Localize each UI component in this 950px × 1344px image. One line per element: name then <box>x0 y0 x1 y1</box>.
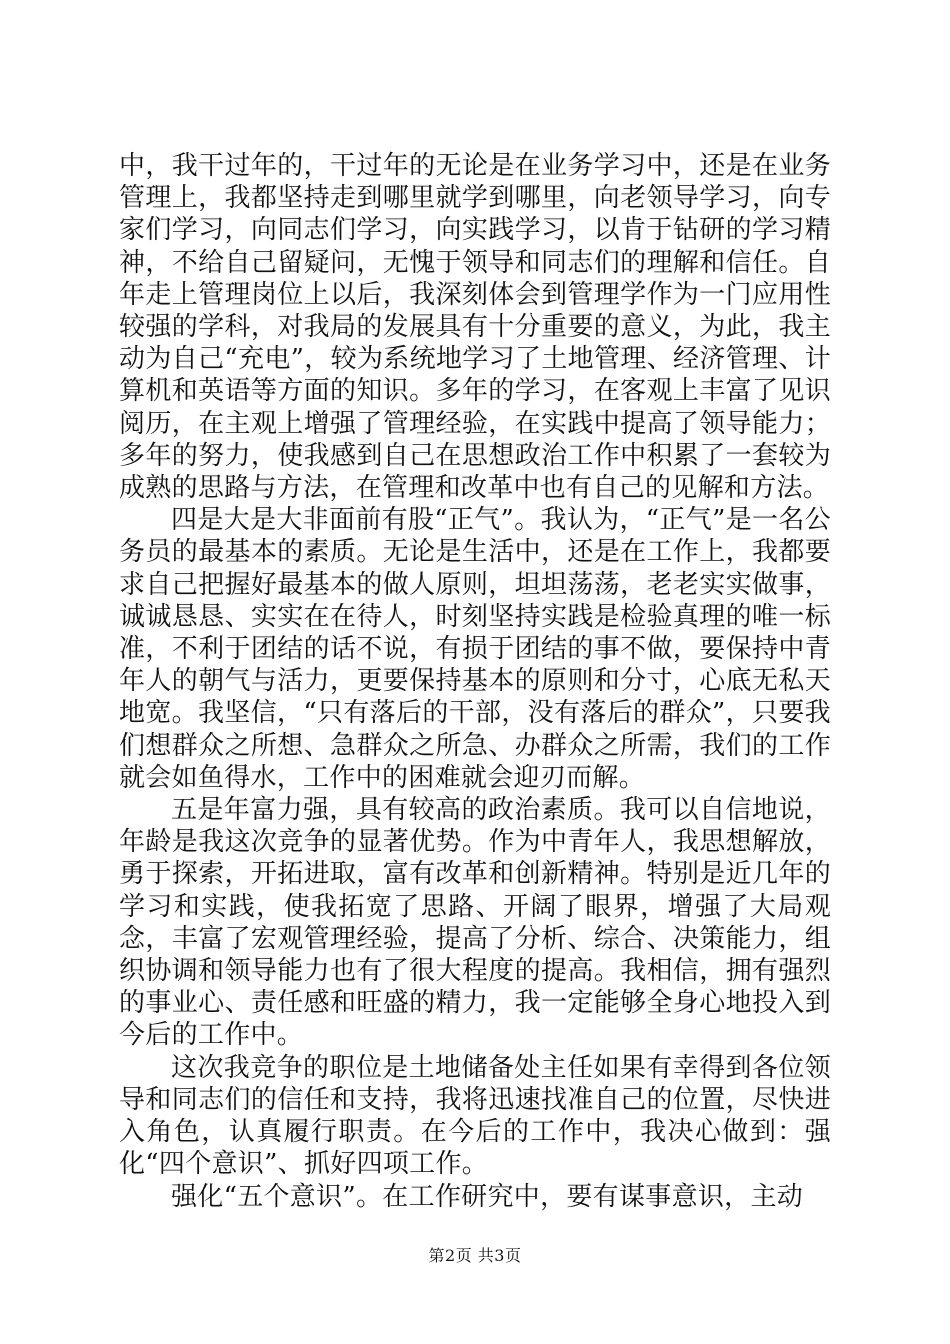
paragraph-position-goal: 这次我竞争的职位是土地储备处主任如果有幸得到各位领导和同志们的信任和支持，我将迅速找准自己的位置，尽快进入角色，认真履行职责。在今后的工作中，我决心做到：强化“四个意识”、抓好四项工作。 <box>119 1052 831 1180</box>
paragraph-continuation: 中，我干过年的，干过年的无论是在业务学习中，还是在业务管理上，我都坚持走到哪里就学到哪里，向老领导学习，向专家们学习，向同志们学习，向实践学习，以肯于钻研的学习精神，不给自己留疑问，无愧于领导和同志们的理解和信任。自年走上管理岗位上以后，我深刻体会到管理学作为一门应用性较强的学科，对我局的发展具有十分重要的意义，为此，我主动为自己“充电”，较为系统地学习了土地管理、经济管理、计算机和英语等方面的知识。多年的学习，在客观上丰富了见识阅历，在主观上增强了管理经验，在实践中提高了领导能力；多年的努力，使我感到自己在思想政治工作中积累了一套较为成熟的思路与方法，在管理和改革中也有自己的见解和方法。 <box>119 151 831 504</box>
paragraph-integrity: 四是大是大非面前有股“正气”。我认为，“正气”是一名公务员的最基本的素质。无论是生活中，还是在工作上，我都要求自己把握好最基本的做人原则，坦坦荡荡，老老实实做事，诚诚恳恳、实实在在待人，时刻坚持实践是检验真理的唯一标准，不利于团结的话不说，有损于团结的事不做，要保持中青年人的朝气与活力，更要保持基本的原则和分寸，心底无私天地宽。我坚信，“只有落后的干部，没有落后的群众”，只要我们想群众之所想、急群众之所急、办群众之所需，我们的工作就会如鱼得水，工作中的困难就会迎刃而解。 <box>119 505 831 793</box>
page-number-footer: 第2页 共3页 <box>428 1246 522 1265</box>
paragraph-five-awareness: 强化“五个意识”。在工作研究中，要有谋事意识，主动 <box>171 1181 804 1212</box>
document-body <box>119 150 831 1213</box>
paragraph-youth-advantage: 五是年富力强，具有较高的政治素质。我可以自信地说，年龄是我这次竞争的显著优势。作为中青年人，我思想解放，勇于探索，开拓进取，富有改革和创新精神。特别是近几年的学习和实践，使我拓宽了思路、开阔了眼界，增强了大局观念，丰富了宏观管理经验，提高了分析、综合、决策能力，组织协调和领导能力也有了很大程度的提高。我相信，拥有强烈的事业心、责任感和旺盛的精力，我一定能够全身心地投入到今后的工作中。 <box>119 795 831 1051</box>
